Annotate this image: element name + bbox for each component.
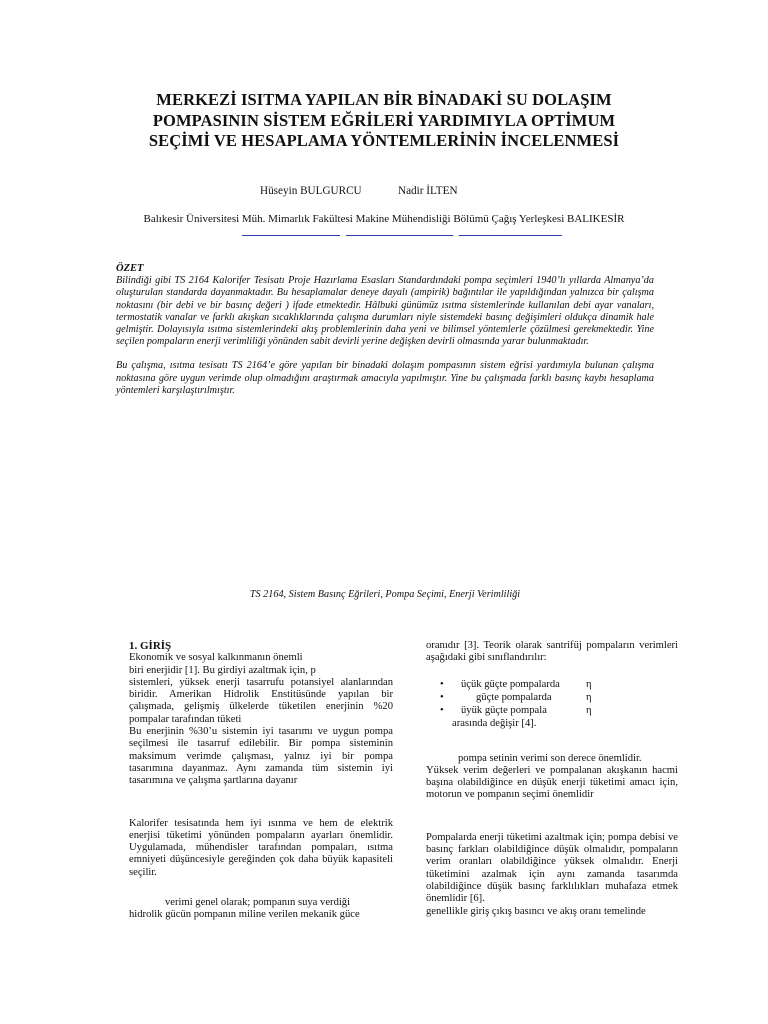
intro-paragraph-3: Kalorifer tesisatında hem iyi ısınma ve hem de elektrik enerjisi tüketimi yönünden pompaların ayarları önemlidir. Uygulamada, mühendisler tarafından pompaları, ısıtma emniyeti düşüncesiyle gereğinden çok daha büyük kapasiteli seçilir. [129,817,393,878]
affiliation: Balıkesir Üniversitesi Müh. Mimarlık Fakültesi Makine Mühendisliği Bölümü Çağış Yerleşkesi BALIKESİR [143,213,625,225]
list-continuation: arasında değişir [4]. [452,717,537,729]
author-1: Hüseyin BULGURCU [260,185,362,197]
title-line-3: SEÇİMİ VE HESAPLAMA YÖNTEMLERİNİN İNCELENMESİ [148,131,620,150]
email-link-2[interactable] [346,235,453,236]
intro-paragraph-4-line-1: verimi genel olarak; pompanın suya verdiği [165,897,351,909]
section-title: 1. GİRİŞ [129,640,172,652]
pump-set-line-1: pompa setinin verimi son derece önemlidir. [458,752,642,764]
intro-paragraph-4-line-2: hidrolik gücün pompanın miline verilen mekanik güce [129,909,360,921]
efficiency-list [426,679,678,731]
email-links [0,235,768,239]
abstract-heading: ÖZET [116,263,144,274]
list-item: • güçte pompalarda η [440,691,592,703]
bullet-icon: • [440,691,444,703]
efficiency-intro: oranıdır [3]. Teorik olarak santrifüj pompaların verimleri aşağıdaki gibi sınıflandırılır: [426,640,678,664]
abstract-paragraph-2: Bu çalışma, ısıtma tesisatı TS 2164’e göre yapılan bir binadaki dolaşım pompasının sistem eğrisi yardımıyla bulunan çalışma noktasına göre uygun verimde olup olmadığını araştırmak amacıyla yapılmıştır. Yine bu çalışmada farklı basınç kaybı hesaplama yöntemleri karşılaştırılmıştır. [116,360,654,396]
intro-line-1: Ekonomik ve sosyal kalkınmanın önemli [129,652,303,664]
pump-set-paragraph: Yüksek verim değerleri ve pompalanan akışkanın hacmi başına olabildiğince en düşük enerji tüketimi amacı için, motorun ve pompanın seçimi önemlidir [426,764,678,801]
energy-paragraph: Pompalarda enerji tüketimi azaltmak için; pompa debisi ve basınç farkları olabildiğince düşük olmalıdır, pompaların verim oranları olabildiğince yüksek olmalıdır. Enerji tüketimini azalmak için aynı zamanda tasarımda olabildiğince düşük basınç farklılıkları muhafaza etmek önemlidir [6]. [426,831,678,905]
title-line-1: MERKEZİ ISITMA YAPILAN BİR BİNADAKİ SU DOLAŞIM [156,90,612,109]
email-link-3[interactable] [459,235,562,236]
paper-title [100,90,668,152]
bullet-icon: • [440,704,444,716]
abstract [116,263,654,397]
email-link-1[interactable] [242,235,340,236]
left-column [129,640,393,922]
list-item: • üçük güçte pompalarda η [440,678,592,690]
intro-paragraph-2: Bu enerjinin %30’u sistemin iyi tasarımı ve uygun pompa seçilmesi ile tasarruf edilebilir. Bir pompa sisteminin maksimum verimde çalışması, yalnız iyi bir pompa tasarımına dayanmaz. Aynı zamanda tüm sistemin iyi tasarımına ve çalışma şartlarına dayanır [129,726,393,787]
final-line: genellikle giriş çıkış basıncı ve akış oranı temelinde [426,905,646,917]
list-item: • üyük güçte pompala η [440,704,592,716]
intro-line-2: biri enerjidir [1]. Bu girdiyi azaltmak için, p [129,664,316,676]
keywords: TS 2164, Sistem Basınç Eğrileri, Pompa Seçimi, Enerji Verimliliği [249,589,521,600]
intro-paragraph-1: sistemleri, yüksek enerji tasarrufu potansiyel alanlarından biridir. Amerikan Hidrolik Enstitüsünde yapılan bir çalışmada, gelişmiş ülkelerde tüketilen enerjinin %20 pompalar tarafından tüketi [129,676,393,725]
abstract-paragraph-1: Bilindiği gibi TS 2164 Kalorifer Tesisatı Proje Hazırlama Esasları Standardındaki pompa seçimleri 1940’lı yıllarda Almanya’da oluşturulan standarda dayanmaktadır. Bu hesaplamalar deneye dayalı (ampirik) bağıntılar ile yapıldığından yalnızca bir çalışma noktasını (bir debi ve bir basınç değeri ) ifade etmektedir. Hâlbuki günümüz ısıtma sistemlerinde kullanılan debi ayar vanaları, termostatik vanalar ve farklı akışkan sıcaklıklarında çalışma durumları niyle sistemdeki basınç değişimleri oldukça dinamik hale gelmiştir. Dolayısıyla ısıtma sistemlerindeki akış problemlerinin daha yeni ve bilimsel yöntemlerle çözülmesi gerekmektedir. Yine seçilen pompaların enerji verimliliği yönünden sabit devirli yerine değişken devirli olmasında yarar bulunmaktadır. [116,275,654,348]
author-2: Nadir İLTEN [398,185,458,197]
bullet-icon: • [440,678,444,690]
title-line-2: POMPASININ SİSTEM EĞRİLERİ YARDIMIYLA OPTİMUM [152,110,616,130]
right-column [426,640,678,918]
